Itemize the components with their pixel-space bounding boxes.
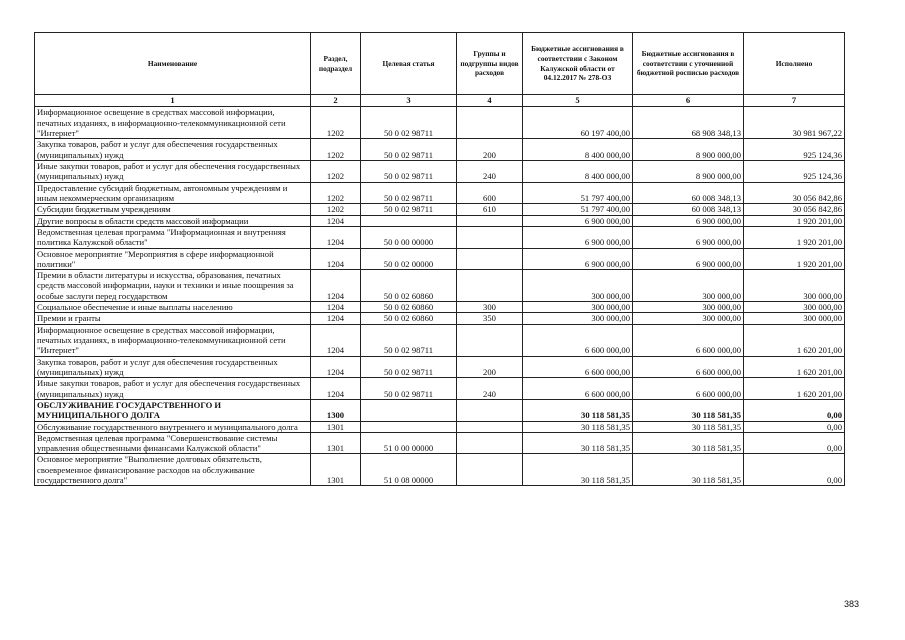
table-row <box>35 302 845 313</box>
row-section: 1301 <box>311 421 361 432</box>
row-executed: 0,00 <box>744 454 845 486</box>
table-row <box>35 324 845 356</box>
row-section: 1204 <box>311 324 361 356</box>
row-name: Основное мероприятие "Мероприятия в сфере информационной политики" <box>35 248 311 270</box>
row-executed: 925 124,36 <box>744 161 845 183</box>
row-target-article: 50 0 02 98711 <box>361 378 457 400</box>
row-section: 1204 <box>311 226 361 248</box>
row-name: Премии в области литературы и искусства, образования, печатных средств массовой информации, науки и техники и иные поощрения за особые заслуги перед государством <box>35 270 311 302</box>
row-expense-group: 350 <box>457 313 523 324</box>
row-budget-refined: 30 118 581,35 <box>633 399 744 421</box>
row-budget-refined: 30 118 581,35 <box>633 421 744 432</box>
row-budget-law: 51 797 400,00 <box>523 204 633 215</box>
row-target-article: 50 0 02 98711 <box>361 324 457 356</box>
row-budget-refined: 6 900 000,00 <box>633 215 744 226</box>
row-executed: 1 920 201,00 <box>744 226 845 248</box>
col-number: 6 <box>633 95 744 107</box>
row-expense-group: 200 <box>457 356 523 378</box>
row-section: 1301 <box>311 432 361 454</box>
row-expense-group: 240 <box>457 378 523 400</box>
row-name: Другие вопросы в области средств массовой информации <box>35 215 311 226</box>
table-row <box>35 399 845 421</box>
table-row <box>35 313 845 324</box>
col-number: 1 <box>35 95 311 107</box>
row-name: Премии и гранты <box>35 313 311 324</box>
row-name: Социальное обеспечение и иные выплаты населению <box>35 302 311 313</box>
row-expense-group <box>457 226 523 248</box>
row-section: 1202 <box>311 182 361 204</box>
row-executed: 300 000,00 <box>744 270 845 302</box>
row-expense-group: 200 <box>457 139 523 161</box>
table-row <box>35 161 845 183</box>
row-budget-law: 30 118 581,35 <box>523 399 633 421</box>
row-expense-group <box>457 215 523 226</box>
row-budget-law: 300 000,00 <box>523 302 633 313</box>
row-budget-law: 30 118 581,35 <box>523 454 633 486</box>
row-target-article: 50 0 02 98711 <box>361 182 457 204</box>
row-executed: 300 000,00 <box>744 313 845 324</box>
row-budget-refined: 6 600 000,00 <box>633 356 744 378</box>
row-budget-law: 300 000,00 <box>523 270 633 302</box>
row-name: Субсидии бюджетным учреждениям <box>35 204 311 215</box>
row-budget-law: 6 900 000,00 <box>523 215 633 226</box>
table-row <box>35 432 845 454</box>
row-section: 1300 <box>311 399 361 421</box>
row-executed: 925 124,36 <box>744 139 845 161</box>
row-budget-refined: 8 900 000,00 <box>633 161 744 183</box>
row-budget-refined: 60 008 348,13 <box>633 204 744 215</box>
row-target-article: 50 0 02 98711 <box>361 139 457 161</box>
table-row <box>35 421 845 432</box>
row-section: 1204 <box>311 378 361 400</box>
row-section: 1202 <box>311 204 361 215</box>
row-expense-group: 240 <box>457 161 523 183</box>
row-budget-refined: 300 000,00 <box>633 302 744 313</box>
row-name: Иные закупки товаров, работ и услуг для обеспечения государственных (муниципальных) нужд <box>35 378 311 400</box>
col-number: 2 <box>311 95 361 107</box>
row-executed: 1 620 201,00 <box>744 356 845 378</box>
header-budget-refined: Бюджетные ассигнования в соответствии с уточненной бюджетной росписью расходов <box>633 33 744 95</box>
col-number: 3 <box>361 95 457 107</box>
row-budget-law: 300 000,00 <box>523 313 633 324</box>
row-expense-group <box>457 248 523 270</box>
row-name: Ведомственная целевая программа "Информационная и внутренняя политика Калужской области" <box>35 226 311 248</box>
row-budget-refined: 6 600 000,00 <box>633 378 744 400</box>
row-budget-law: 60 197 400,00 <box>523 107 633 139</box>
row-budget-refined: 68 908 348,13 <box>633 107 744 139</box>
header-executed: Исполнено <box>744 33 845 95</box>
row-name: ОБСЛУЖИВАНИЕ ГОСУДАРСТВЕННОГО И МУНИЦИПАЛЬНОГО ДОЛГА <box>35 399 311 421</box>
row-target-article: 51 0 08 00000 <box>361 454 457 486</box>
row-budget-refined: 60 008 348,13 <box>633 182 744 204</box>
row-budget-refined: 6 900 000,00 <box>633 248 744 270</box>
row-section: 1301 <box>311 454 361 486</box>
header-budget-law: Бюджетные ассигнования в соответствии с Законом Калужской области от 04.12.2017 № 278-ОЗ <box>523 33 633 95</box>
table-row <box>35 226 845 248</box>
row-expense-group <box>457 107 523 139</box>
row-budget-refined: 30 118 581,35 <box>633 432 744 454</box>
header-target-article: Целевая статья <box>361 33 457 95</box>
row-section: 1202 <box>311 139 361 161</box>
row-budget-law: 6 900 000,00 <box>523 226 633 248</box>
row-executed: 0,00 <box>744 399 845 421</box>
table-row <box>35 248 845 270</box>
row-target-article: 51 0 00 00000 <box>361 432 457 454</box>
row-expense-group: 610 <box>457 204 523 215</box>
row-section: 1204 <box>311 313 361 324</box>
row-expense-group <box>457 454 523 486</box>
row-budget-law: 6 600 000,00 <box>523 324 633 356</box>
row-executed: 0,00 <box>744 432 845 454</box>
table-row <box>35 215 845 226</box>
row-section: 1204 <box>311 302 361 313</box>
row-target-article: 50 0 02 60860 <box>361 302 457 313</box>
row-executed: 1 620 201,00 <box>744 324 845 356</box>
row-executed: 300 000,00 <box>744 302 845 313</box>
row-name: Ведомственная целевая программа "Совершенствование системы управления общественными финансами Калужской области" <box>35 432 311 454</box>
row-budget-refined: 6 900 000,00 <box>633 226 744 248</box>
row-budget-refined: 300 000,00 <box>633 270 744 302</box>
row-section: 1204 <box>311 270 361 302</box>
col-number: 4 <box>457 95 523 107</box>
row-section: 1204 <box>311 356 361 378</box>
row-executed: 30 981 967,22 <box>744 107 845 139</box>
table-row <box>35 454 845 486</box>
row-section: 1204 <box>311 248 361 270</box>
row-budget-refined: 8 900 000,00 <box>633 139 744 161</box>
row-name: Обслуживание государственного внутреннего и муниципального долга <box>35 421 311 432</box>
row-target-article <box>361 399 457 421</box>
row-expense-group: 600 <box>457 182 523 204</box>
row-section: 1202 <box>311 107 361 139</box>
row-target-article: 50 0 02 98711 <box>361 161 457 183</box>
row-section: 1202 <box>311 161 361 183</box>
table-row <box>35 182 845 204</box>
row-expense-group <box>457 399 523 421</box>
table-row <box>35 107 845 139</box>
table-row <box>35 378 845 400</box>
row-budget-refined: 30 118 581,35 <box>633 454 744 486</box>
row-target-article: 50 0 02 98711 <box>361 107 457 139</box>
row-executed: 0,00 <box>744 421 845 432</box>
col-number: 7 <box>744 95 845 107</box>
row-budget-law: 6 600 000,00 <box>523 356 633 378</box>
row-budget-refined: 300 000,00 <box>633 313 744 324</box>
row-expense-group <box>457 421 523 432</box>
row-name: Основное мероприятие "Выполнение долговых обязательств, своевременное финансирование расходов на обслуживание государственного долга" <box>35 454 311 486</box>
row-budget-law: 30 118 581,35 <box>523 421 633 432</box>
table-row <box>35 204 845 215</box>
row-target-article <box>361 421 457 432</box>
row-executed: 1 920 201,00 <box>744 248 845 270</box>
row-budget-law: 30 118 581,35 <box>523 432 633 454</box>
page-number: 383 <box>843 599 859 609</box>
row-expense-group: 300 <box>457 302 523 313</box>
budget-table <box>34 32 845 486</box>
row-name: Информационное освещение в средствах массовой информации, печатных изданиях, в информационно-телекоммуникационной сети "Интернет" <box>35 107 311 139</box>
row-section: 1204 <box>311 215 361 226</box>
row-target-article: 50 0 02 60860 <box>361 270 457 302</box>
row-target-article: 50 0 02 00000 <box>361 248 457 270</box>
header-name: Наименование <box>35 33 311 95</box>
row-target-article <box>361 215 457 226</box>
header-expense-groups: Группы и подгруппы видов расходов <box>457 33 523 95</box>
row-budget-refined: 6 600 000,00 <box>633 324 744 356</box>
row-budget-law: 6 600 000,00 <box>523 378 633 400</box>
row-name: Информационное освещение в средствах массовой информации, печатных изданиях, в информационно-телекоммуникационной сети "Интернет" <box>35 324 311 356</box>
row-name: Закупка товаров, работ и услуг для обеспечения государственных (муниципальных) нужд <box>35 356 311 378</box>
row-expense-group <box>457 324 523 356</box>
table-row <box>35 270 845 302</box>
row-name: Закупка товаров, работ и услуг для обеспечения государственных (муниципальных) нужд <box>35 139 311 161</box>
header-section: Раздел, подраздел <box>311 33 361 95</box>
row-budget-law: 6 900 000,00 <box>523 248 633 270</box>
row-budget-law: 8 400 000,00 <box>523 161 633 183</box>
row-budget-law: 51 797 400,00 <box>523 182 633 204</box>
row-name: Иные закупки товаров, работ и услуг для обеспечения государственных (муниципальных) нужд <box>35 161 311 183</box>
table-row <box>35 356 845 378</box>
row-executed: 1 620 201,00 <box>744 378 845 400</box>
col-number: 5 <box>523 95 633 107</box>
row-target-article: 50 0 02 98711 <box>361 356 457 378</box>
table-row <box>35 139 845 161</box>
table-body <box>35 107 845 486</box>
row-target-article: 50 0 02 98711 <box>361 204 457 215</box>
row-expense-group <box>457 432 523 454</box>
row-executed: 1 920 201,00 <box>744 215 845 226</box>
row-executed: 30 056 842,86 <box>744 204 845 215</box>
row-executed: 30 056 842,86 <box>744 182 845 204</box>
row-target-article: 50 0 02 60860 <box>361 313 457 324</box>
row-expense-group <box>457 270 523 302</box>
row-target-article: 50 0 00 00000 <box>361 226 457 248</box>
row-budget-law: 8 400 000,00 <box>523 139 633 161</box>
row-name: Предоставление субсидий бюджетным, автономным учреждениям и иным некоммерческим организациям <box>35 182 311 204</box>
